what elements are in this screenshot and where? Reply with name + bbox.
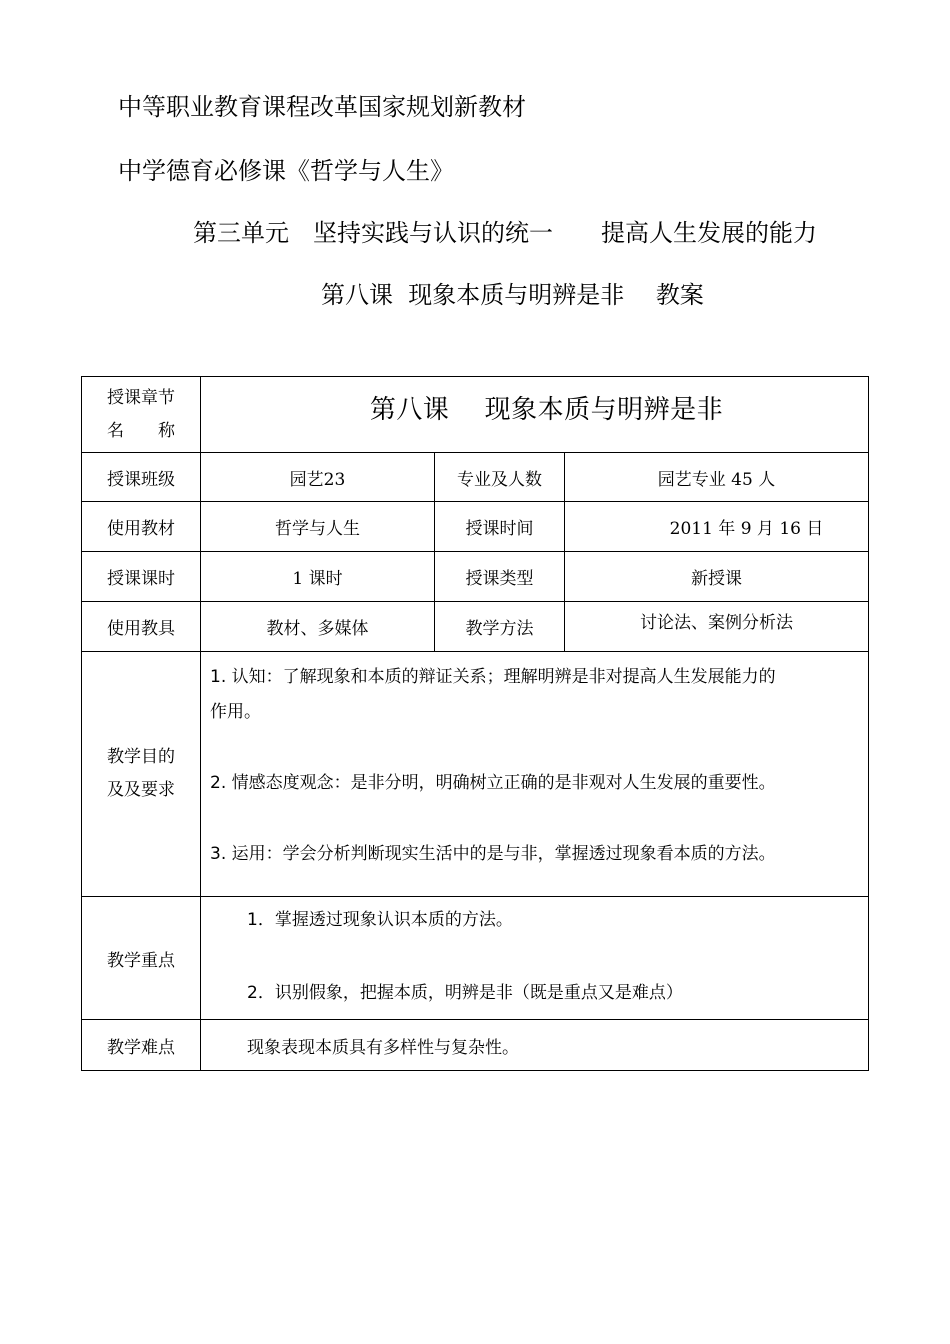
method-value: 讨论法、案例分析法 [565,602,869,652]
table-row [82,453,869,502]
time-value: 2011 年 9 月 16 日 [565,502,869,552]
objective-item-1b: 作用。 [210,702,261,722]
objective-item-3: 3. 运用：学会分析判断现实生活中的是与非，掌握透过现象看本质的方法。 [210,844,776,864]
objectives-label-cell [82,652,201,897]
type-value: 新授课 [565,552,869,602]
type-label: 授课类型 [435,552,565,602]
key-point-1: 1．掌握透过现象认识本质的方法。 [247,910,513,930]
objectives-content [201,652,869,897]
objective-item-2: 2. 情感态度观念：是非分明，明确树立正确的是非观对人生发展的重要性。 [210,773,776,793]
key-points-content [201,897,869,1020]
tools-value: 教材、多媒体 [201,602,435,652]
chapter-label-line-2: 名 称 [107,420,175,441]
class-value: 园艺23 [201,453,435,502]
time-label: 授课时间 [435,502,565,552]
table-row [82,652,869,897]
difficulty-label: 教学难点 [82,1020,201,1071]
tools-label: 使用教具 [82,602,201,652]
hours-value: 1 课时 [201,552,435,602]
key-label: 教学重点 [82,897,201,1020]
major-label: 专业及人数 [435,453,565,502]
table-row [82,377,869,453]
objectives-label-line-2: 及及要求 [107,780,175,800]
major-value: 园艺专业 45 人 [565,453,869,502]
difficulty-value: 现象表现本质具有多样性与复杂性。 [201,1020,869,1071]
objectives-label-line-1: 教学目的 [107,747,175,767]
objective-item-1a: 1. 认知：了解现象和本质的辩证关系；理解明辨是非对提高人生发展能力的 [210,667,776,687]
method-label: 教学方法 [435,602,565,652]
table-row [82,897,869,1020]
chapter-value: 第八课 现象本质与明辨是非 [201,377,869,453]
lesson-plan-table [81,376,869,1071]
document-title-line-1: 中等职业教育课程改革国家规划新教材 [118,93,526,121]
chapter-label-line-1: 授课章节 [107,387,175,408]
textbook-value: 哲学与人生 [201,502,435,552]
hours-label: 授课课时 [82,552,201,602]
table-row [82,1020,869,1071]
chapter-label-cell [82,377,201,453]
table-row [82,602,869,652]
document-title-line-2: 中学德育必修课《哲学与人生》 [118,157,454,185]
lesson-title: 第八课 现象本质与明辨是非 教案 [321,281,704,309]
table-row [82,552,869,602]
class-label: 授课班级 [82,453,201,502]
unit-title: 第三单元 坚持实践与认识的统一 提高人生发展的能力 [193,219,817,247]
key-point-2: 2．识别假象，把握本质，明辨是非（既是重点又是难点） [247,983,683,1003]
textbook-label: 使用教材 [82,502,201,552]
table-row [82,502,869,552]
